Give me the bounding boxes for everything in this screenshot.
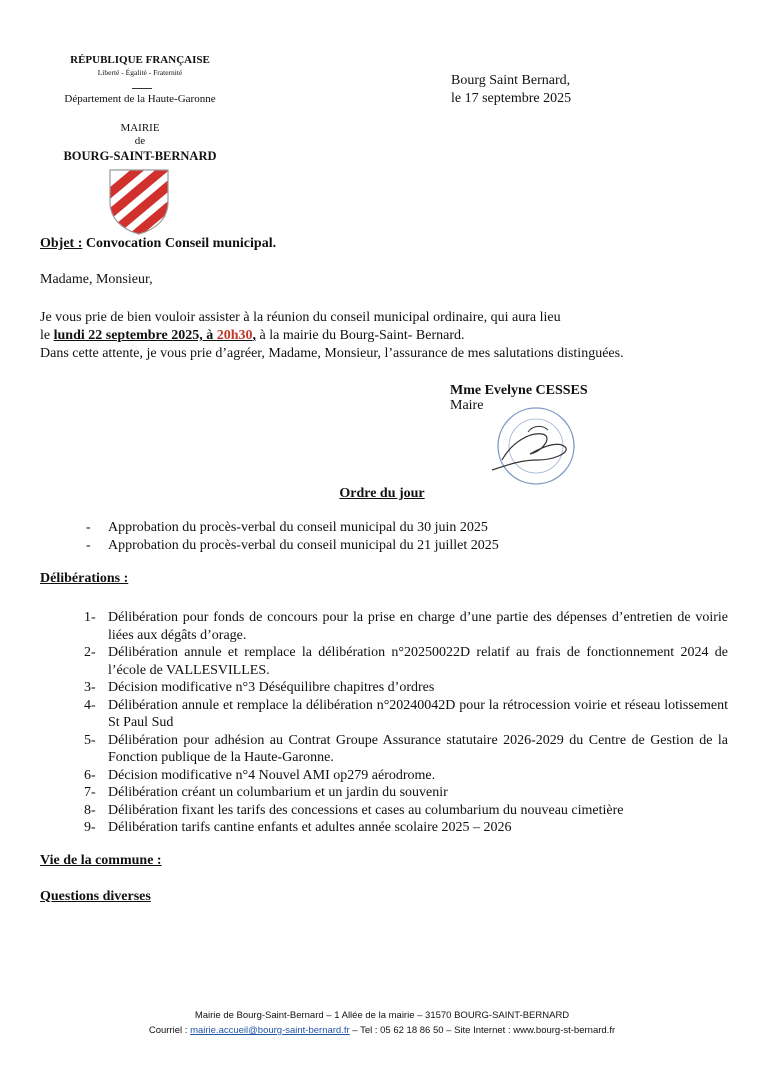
body-line-2 — [40, 327, 465, 344]
objet — [40, 236, 276, 252]
email-link[interactable]: mairie.accueil@bourg-saint-bernard.fr — [190, 1025, 350, 1036]
body-line-3: Dans cette attente, je vous prie d’agréer, Madame, Monsieur, l’assurance de mes salutations distinguées. — [40, 346, 624, 361]
divider — [132, 88, 152, 89]
questions-diverses-title: Questions diverses — [40, 889, 151, 904]
ordre-du-jour-list — [86, 519, 499, 555]
body-suffix: à la mairie du Bourg-Saint- Bernard. — [256, 328, 465, 343]
signatory-role: Maire — [450, 398, 484, 413]
crest-icon — [108, 168, 170, 236]
meeting-date: lundi 22 septembre 2025, à 20h30, — [53, 328, 256, 343]
footer-contact: Courriel : mairie.accueil@bourg-saint-bernard.fr – Tel : 05 62 18 86 50 – Site Internet : www.bourg-st-bernard.fr — [148, 1025, 616, 1036]
list-item: 2- Délibération annule et remplace la délibération n°20250022D relatif au frais de fonctionnement 2024 de l’école de VALLESVILLES. — [84, 645, 728, 678]
list-item: 9- Délibération tarifs cantine enfants et adultes année scolaire 2025 – 2026 — [84, 820, 512, 835]
signatory-name: Mme Evelyne CESSES — [450, 383, 588, 398]
list-item: 1- Délibération pour fonds de concours pour la prise en charge d’une partie des dépenses d’entretien de voirie liées aux dégâts d’orage. — [84, 610, 728, 643]
objet-text: Convocation Conseil municipal. — [85, 236, 277, 251]
mairie-de: de — [134, 135, 146, 147]
meeting-time: 20h30 — [216, 328, 253, 343]
footer-address: Mairie de Bourg-Saint-Bernard – 1 Allée de la mairie – 31570 BOURG-SAINT-BERNARD — [194, 1010, 570, 1021]
deliberations-list — [84, 609, 728, 837]
list-item: 4- Délibération annule et remplace la délibération n°20240042D pour la rétrocession voirie et réseau lotissement St Paul Sud — [84, 697, 728, 730]
ordre-du-jour-title: Ordre du jour — [339, 486, 425, 501]
list-item: 8- Délibération fixant les tarifs des concessions et cases au columbarium du nouveau cimetière — [84, 802, 624, 818]
list-item: - Approbation du procès-verbal du conseil municipal du 21 juillet 2025 — [86, 537, 499, 555]
republique-francaise: RÉPUBLIQUE FRANÇAISE — [70, 54, 210, 66]
body-prefix: le — [40, 328, 54, 343]
date: le 17 septembre 2025 — [451, 91, 572, 106]
place: Bourg Saint Bernard, — [451, 73, 571, 88]
list-item: 3- Décision modificative n°3 Déséquilibre chapitres d’ordres — [84, 680, 435, 695]
commune-name: BOURG-SAINT-BERNARD — [63, 149, 217, 163]
list-item: 5- Délibération pour adhésion au Contrat Groupe Assurance statutaire 2026-2029 du Centre de Gestion de la Fonction publique de la Haute-Garonne. — [84, 732, 728, 765]
vie-commune-title: Vie de la commune : — [40, 853, 162, 868]
deliberations-title: Délibérations : — [40, 571, 129, 586]
place-date — [451, 72, 571, 108]
body-line-1: Je vous prie de bien vouloir assister à la réunion du conseil municipal ordinaire, qui aura lieu — [40, 310, 561, 325]
salutation: Madame, Monsieur, — [40, 272, 153, 287]
list-item: 7- Délibération créant un columbarium et un jardin du souvenir — [84, 785, 448, 800]
mairie-stamp-icon — [482, 402, 582, 494]
list-item: - Approbation du procès-verbal du conseil municipal du 30 juin 2025 — [86, 519, 499, 537]
objet-label: Objet : — [40, 236, 83, 251]
mairie-label: MAIRIE — [120, 122, 160, 134]
motto: Liberté - Égalité - Fraternité — [97, 68, 183, 77]
departement: Département de la Haute-Garonne — [64, 93, 216, 105]
list-item: 6- Décision modificative n°4 Nouvel AMI op279 aérodrome. — [84, 767, 436, 783]
